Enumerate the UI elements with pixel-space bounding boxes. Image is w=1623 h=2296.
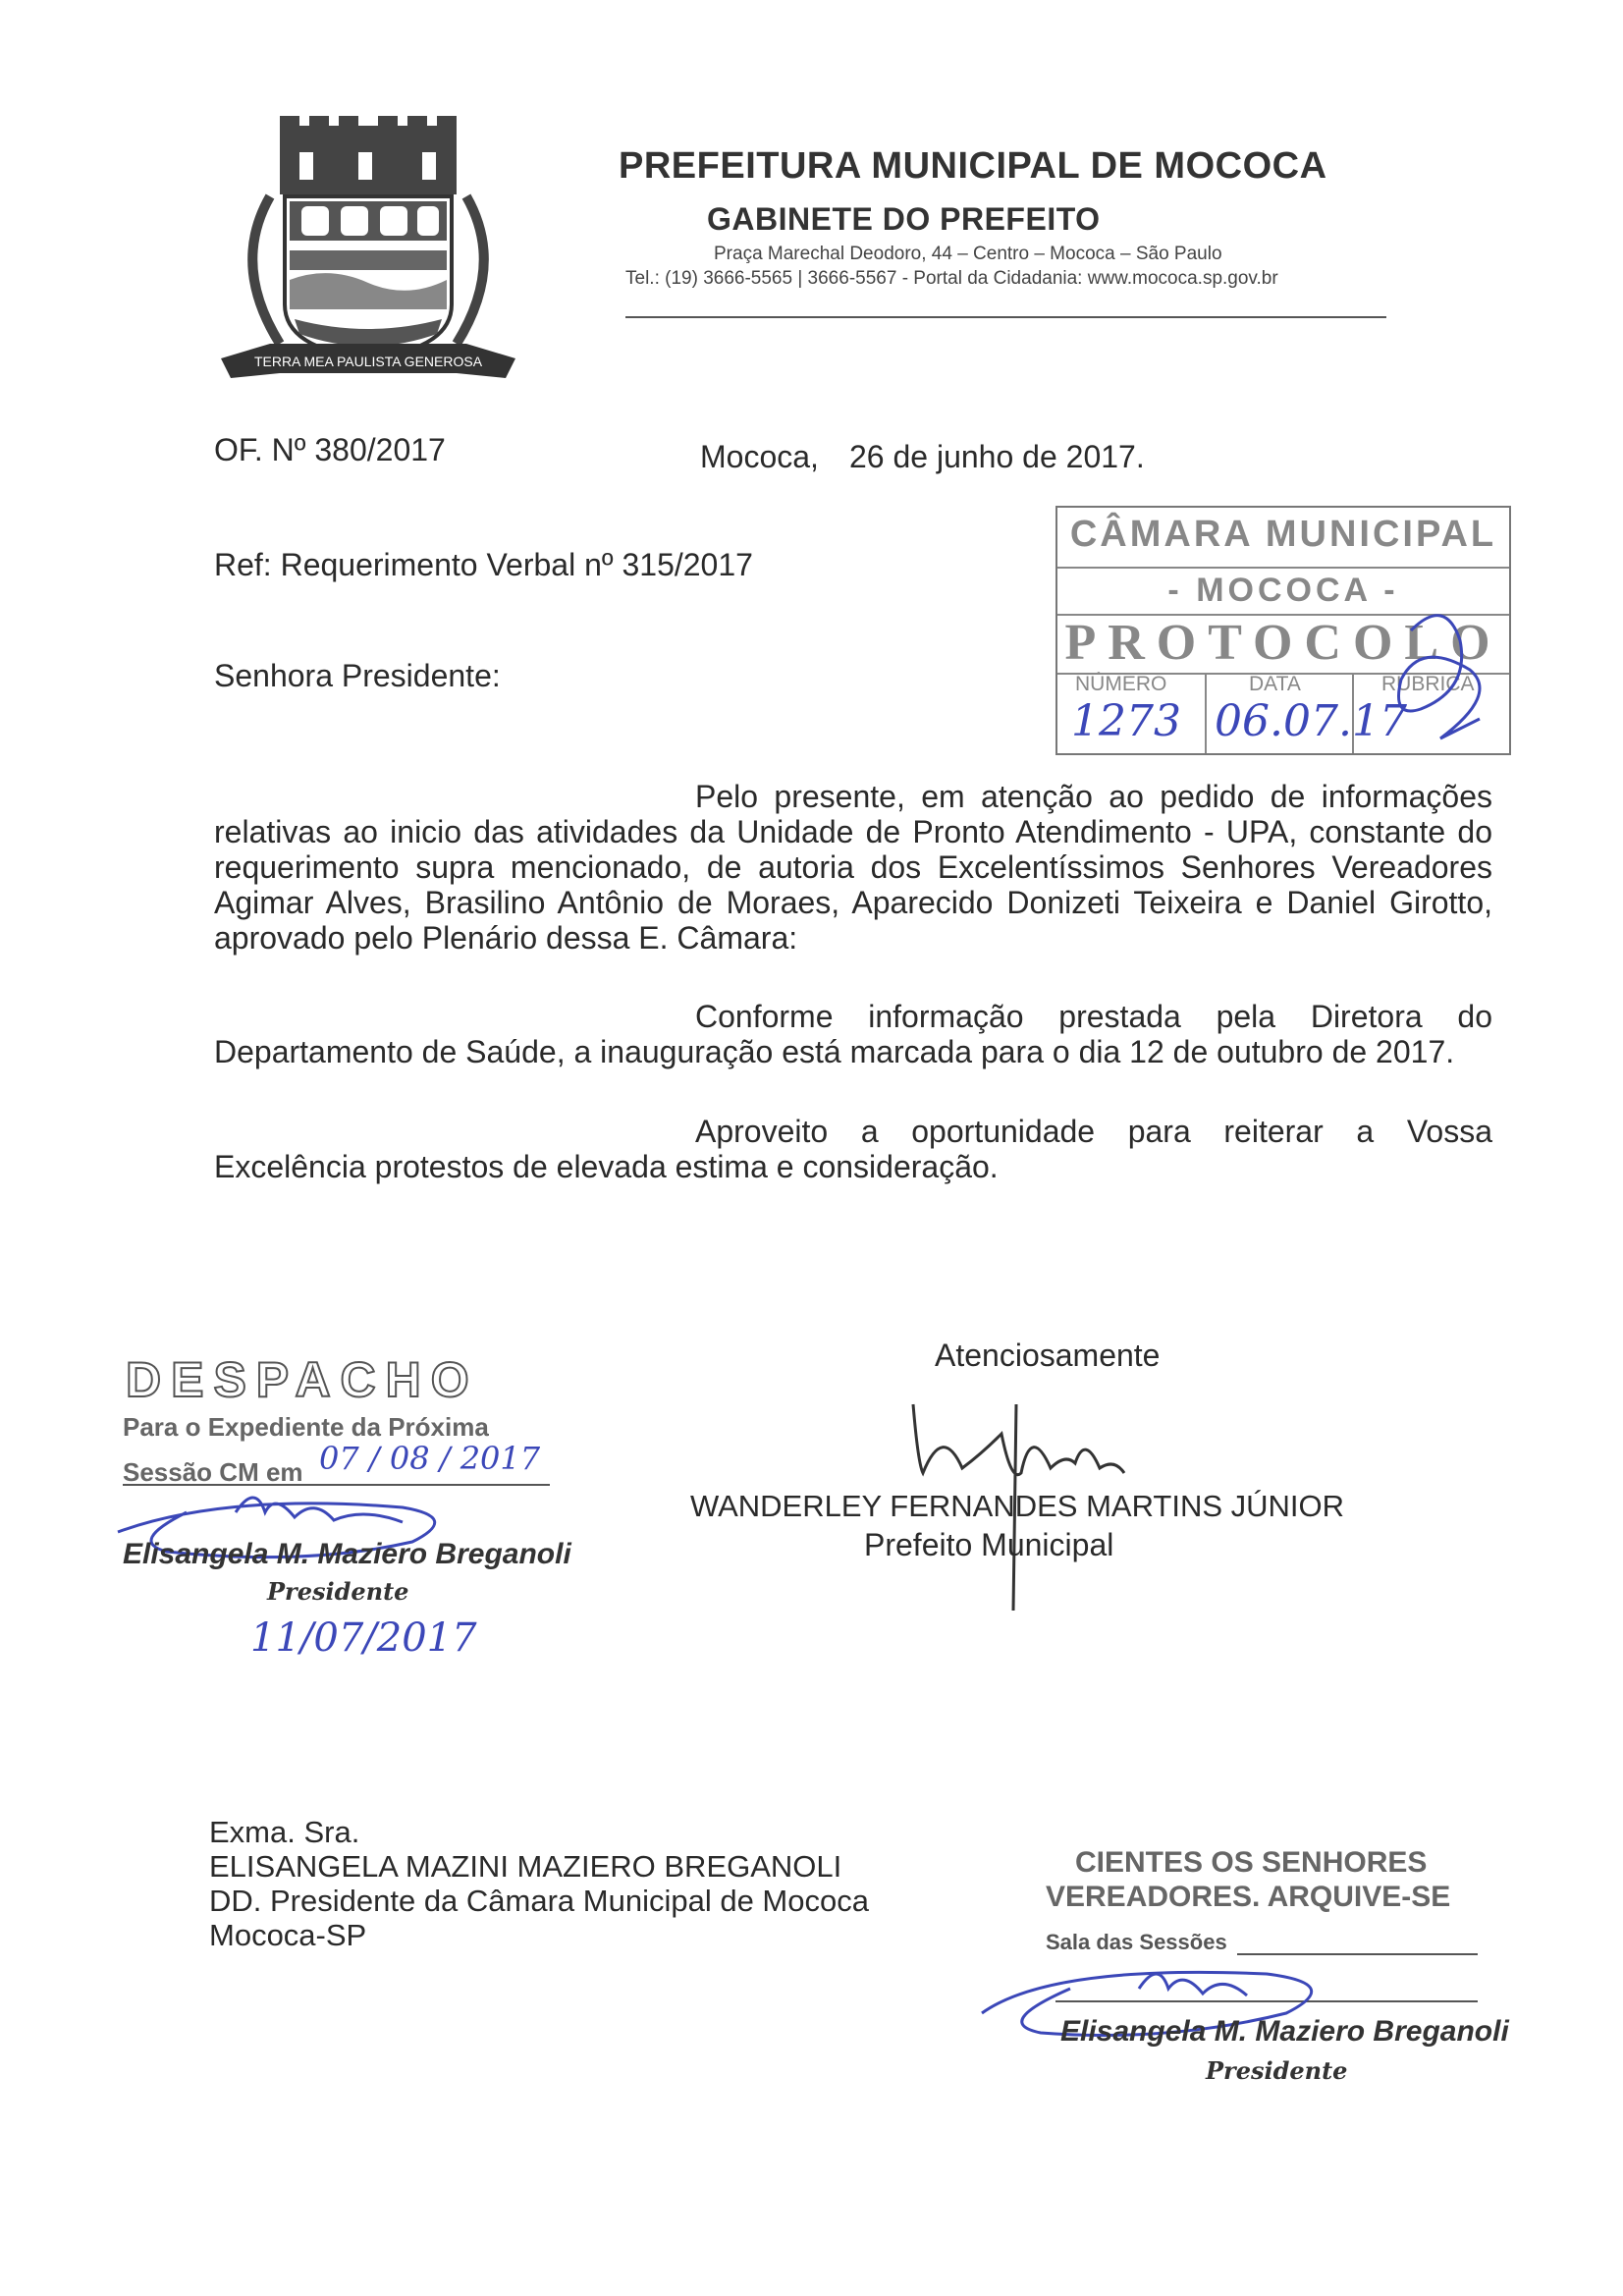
- letterhead-address: Praça Marechal Deodoro, 44 – Centro – Mococa – São Paulo: [714, 244, 1222, 264]
- stamp-line-camara: CÂMARA MUNICIPAL: [1057, 508, 1509, 569]
- closing-greeting: Atenciosamente: [935, 1338, 1161, 1373]
- letterhead-contact: Tel.: (19) 3666-5565 | 3666-5567 - Portal da Cidadania: www.mococa.sp.gov.br: [625, 268, 1278, 289]
- body-paragraph-2: [214, 999, 1492, 1069]
- stamp-col-rubric: RÚBRICA: [1381, 673, 1475, 695]
- cientes-line-1: CIENTES OS SENHORES: [1075, 1846, 1428, 1879]
- paragraph-1-text: Pelo presente, em atenção ao pedido de informações relativas ao inicio das atividades da Unidade de Pronto Atendimento - UPA, constante do requerimento supra mencionado, de autoria dos Excelentíssimos Senhores Vereadores Agimar Alves, Brasilino Antônio de Moraes, Aparecido Donizeti Teixeira e Daniel Girotto, aprovado pelo Plenário dessa E. Câmara:: [214, 779, 1492, 956]
- mayor-signature: [903, 1365, 1159, 1611]
- reference: Ref: Requerimento Verbal nº 315/2017: [214, 547, 753, 582]
- despacho-signature: [108, 1473, 569, 1591]
- letter-date: 26 de junho de 2017.: [849, 439, 1145, 474]
- municipal-crest: [211, 108, 525, 412]
- addressee-line-4: Mococa-SP: [209, 1918, 367, 1952]
- despacho-session-date: 07 / 08 / 2017: [319, 1440, 541, 1477]
- cientes-signer: Elisangela M. Maziero Breganoli: [1060, 2015, 1509, 2048]
- addressee-line-1: Exma. Sra.: [209, 1815, 360, 1849]
- letterhead-subtitle: GABINETE DO PREFEITO: [707, 201, 1101, 237]
- despacho-line-1: Para o Expediente da Próxima: [123, 1412, 489, 1442]
- stamp-col-number: NÚMERO: [1075, 673, 1167, 695]
- stamp-rubric-scribble: [1352, 601, 1509, 753]
- signer-role: Prefeito Municipal: [864, 1527, 1114, 1562]
- despacho-signed-date: 11/07/2017: [250, 1615, 477, 1661]
- office-number: OF. Nº 380/2017: [214, 432, 446, 467]
- date-place: Mococa,: [700, 439, 819, 474]
- cientes-line-2: VEREADORES. ARQUIVE-SE: [1046, 1881, 1451, 1913]
- salutation: Senhora Presidente:: [214, 658, 501, 693]
- stamp-number-value: 1273: [1071, 696, 1181, 746]
- crest-motto: TERRA MEA PAULISTA GENEROSA: [253, 354, 483, 369]
- letterhead-rule: [625, 316, 1386, 318]
- stamp-col-date: DATA: [1249, 673, 1301, 695]
- despacho-signer-role: Presidente: [267, 1577, 409, 1606]
- despacho-signer: Elisangela M. Maziero Breganoli: [123, 1538, 571, 1570]
- addressee-line-3: DD. Presidente da Câmara Municipal de Mococa: [209, 1884, 869, 1918]
- cientes-line-3: Sala das Sessões: [1046, 1930, 1227, 1954]
- body-paragraph-3: [214, 1114, 1492, 1184]
- letterhead-title: PREFEITURA MUNICIPAL DE MOCOCA: [619, 145, 1327, 187]
- signer-name: WANDERLEY FERNANDES MARTINS JÚNIOR: [690, 1489, 1345, 1523]
- stamp-divider: [1205, 673, 1207, 753]
- stamp-date-value: 06.07.17: [1215, 696, 1407, 746]
- addressee-line-2: ELISANGELA MAZINI MAZIERO BREGANOLI: [209, 1849, 842, 1884]
- paragraph-3-text: Aproveito a oportunidade para reiterar a Vossa Excelência protestos de elevada estima e consideração.: [214, 1114, 1492, 1184]
- stamp-line-protocolo: PROTOCOLO: [1057, 614, 1509, 675]
- protocol-stamp: [1055, 506, 1511, 755]
- stamp-line-mococa: - MOCOCA -: [1057, 567, 1509, 616]
- despacho-title: DESPACHO: [126, 1352, 479, 1407]
- despacho-line-2: Sessão CM em: [123, 1457, 303, 1487]
- cientes-signer-role: Presidente: [1206, 2056, 1348, 2085]
- paragraph-2-text: Conforme informação prestada pela Diretora do Departamento de Saúde, a inauguração está marcada para o dia 12 de outubro de 2017.: [214, 999, 1492, 1069]
- body-paragraph-1: [214, 779, 1492, 956]
